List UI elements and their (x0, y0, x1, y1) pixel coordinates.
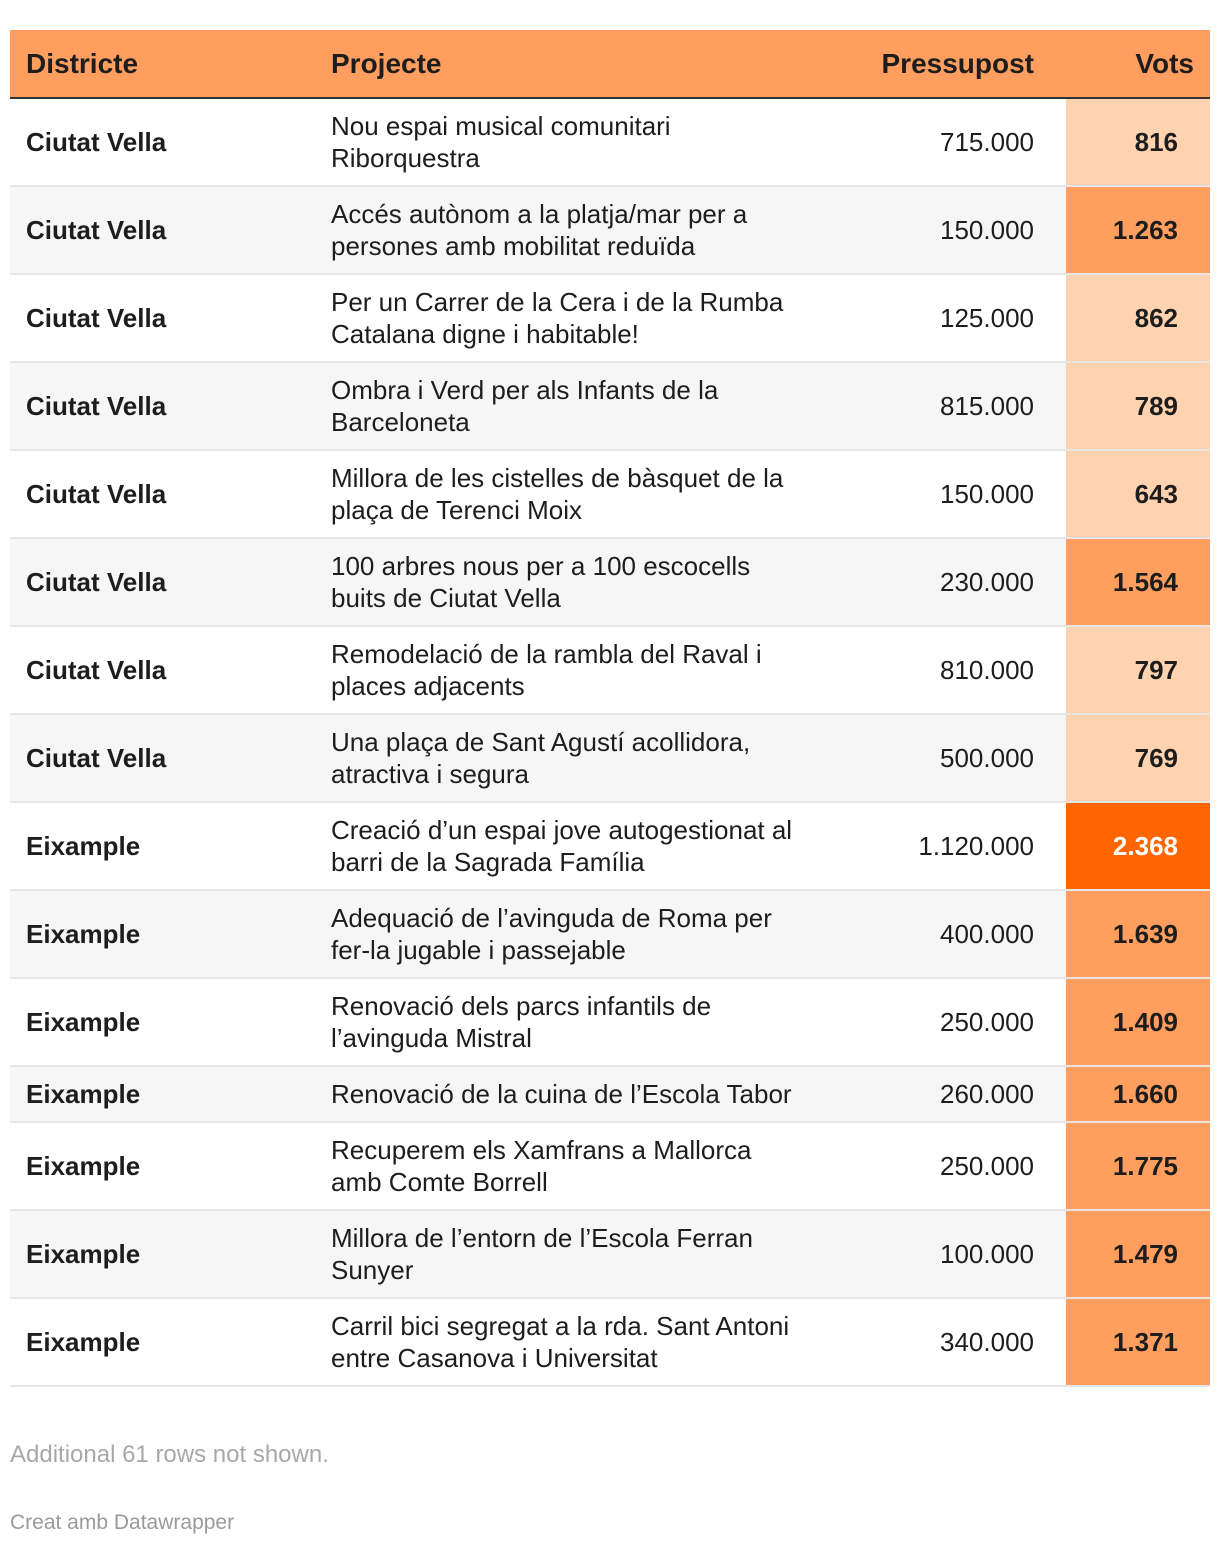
cell-project: Adequació de l’avinguda de Roma per fer-la jugable i passejable (331, 903, 772, 965)
cell-budget: 715.000 (940, 127, 1034, 157)
table-row (10, 714, 1210, 802)
datawrapper-credit: Creat amb Datawrapper (10, 1511, 235, 1534)
cell-district: Ciutat Vella (26, 303, 167, 333)
cell-budget: 250.000 (940, 1151, 1034, 1181)
cell-budget: 1.120.000 (918, 831, 1034, 861)
table-row (10, 98, 1210, 186)
cell-project: Per un Carrer de la Cera i de la Rumba Catalana digne i habitable! (331, 287, 784, 349)
header-row (10, 30, 1210, 98)
cell-district: Eixample (26, 1239, 141, 1269)
cell-project: Creació d’un espai jove autogestionat al barri de la Sagrada Família (331, 815, 793, 877)
cell-votes: 797 (1066, 626, 1210, 714)
cell-project: Millora de les cistelles de bàsquet de la plaça de Terenci Moix (331, 463, 784, 525)
cell-district: Ciutat Vella (26, 567, 167, 597)
data-table (10, 30, 1210, 1387)
cell-project: 100 arbres nous per a 100 escocells buits de Ciutat Vella (331, 551, 751, 613)
data-table-container (10, 30, 1210, 1387)
table-row (10, 538, 1210, 626)
cell-votes: 769 (1066, 714, 1210, 802)
cell-votes: 1.409 (1066, 978, 1210, 1066)
cell-project: Ombra i Verd per als Infants de la Barceloneta (331, 375, 719, 437)
cell-district: Ciutat Vella (26, 391, 167, 421)
table-row (10, 890, 1210, 978)
column-header-project[interactable]: Projecte (315, 30, 795, 98)
table-row (10, 1210, 1210, 1298)
table-row (10, 186, 1210, 274)
cell-project: Nou espai musical comunitari Riborquestra (331, 111, 671, 173)
cell-budget: 100.000 (940, 1239, 1034, 1269)
table-row (10, 1122, 1210, 1210)
cell-project: Renovació dels parcs infantils de l’avinguda Mistral (331, 991, 712, 1053)
table-row (10, 626, 1210, 714)
cell-budget: 250.000 (940, 1007, 1034, 1037)
cell-budget: 400.000 (940, 919, 1034, 949)
column-header-district[interactable]: Districte (10, 30, 315, 98)
cell-district: Ciutat Vella (26, 479, 167, 509)
cell-district: Eixample (26, 1151, 141, 1181)
table-row (10, 1066, 1210, 1122)
cell-project: Recuperem els Xamfrans a Mallorca amb Comte Borrell (331, 1135, 752, 1197)
table-row (10, 802, 1210, 890)
cell-budget: 340.000 (940, 1327, 1034, 1357)
cell-votes: 1.660 (1066, 1066, 1210, 1122)
rows-not-shown-note: Additional 61 rows not shown. (10, 1441, 329, 1468)
cell-district: Ciutat Vella (26, 215, 167, 245)
cell-district: Eixample (26, 919, 141, 949)
cell-budget: 810.000 (940, 655, 1034, 685)
cell-district: Eixample (26, 1079, 141, 1109)
cell-votes: 862 (1066, 274, 1210, 362)
cell-district: Ciutat Vella (26, 655, 167, 685)
cell-project: Renovació de la cuina de l’Escola Tabor (331, 1079, 792, 1109)
cell-votes: 816 (1066, 98, 1210, 186)
cell-district: Ciutat Vella (26, 127, 167, 157)
cell-project: Carril bici segregat a la rda. Sant Antoni entre Casanova i Universitat (331, 1311, 790, 1373)
table-row (10, 978, 1210, 1066)
cell-project: Una plaça de Sant Agustí acollidora, atractiva i segura (331, 727, 751, 789)
cell-budget: 500.000 (940, 743, 1034, 773)
table-row (10, 1298, 1210, 1386)
table-header (10, 30, 1210, 98)
table-body (10, 98, 1210, 1386)
cell-budget: 815.000 (940, 391, 1034, 421)
cell-votes: 789 (1066, 362, 1210, 450)
cell-project: Millora de l’entorn de l’Escola Ferran Sunyer (331, 1223, 753, 1285)
cell-votes: 1.564 (1066, 538, 1210, 626)
cell-votes: 1.371 (1066, 1298, 1210, 1386)
column-header-votes[interactable]: Vots (1066, 30, 1210, 98)
table-row (10, 450, 1210, 538)
cell-budget: 230.000 (940, 567, 1034, 597)
cell-budget: 150.000 (940, 215, 1034, 245)
cell-district: Eixample (26, 1327, 141, 1357)
cell-votes: 1.263 (1066, 186, 1210, 274)
cell-district: Eixample (26, 1007, 141, 1037)
cell-project: Accés autònom a la platja/mar per a persones amb mobilitat reduïda (331, 199, 748, 261)
cell-votes: 643 (1066, 450, 1210, 538)
cell-votes: 2.368 (1066, 802, 1210, 890)
cell-project: Remodelació de la rambla del Raval i places adjacents (331, 639, 762, 701)
cell-district: Ciutat Vella (26, 743, 167, 773)
cell-votes: 1.775 (1066, 1122, 1210, 1210)
cell-budget: 150.000 (940, 479, 1034, 509)
cell-district: Eixample (26, 831, 141, 861)
column-header-budget[interactable]: Pressupost (795, 30, 1066, 98)
table-row (10, 362, 1210, 450)
cell-votes: 1.639 (1066, 890, 1210, 978)
table-row (10, 274, 1210, 362)
cell-budget: 260.000 (940, 1079, 1034, 1109)
cell-votes: 1.479 (1066, 1210, 1210, 1298)
cell-budget: 125.000 (940, 303, 1034, 333)
